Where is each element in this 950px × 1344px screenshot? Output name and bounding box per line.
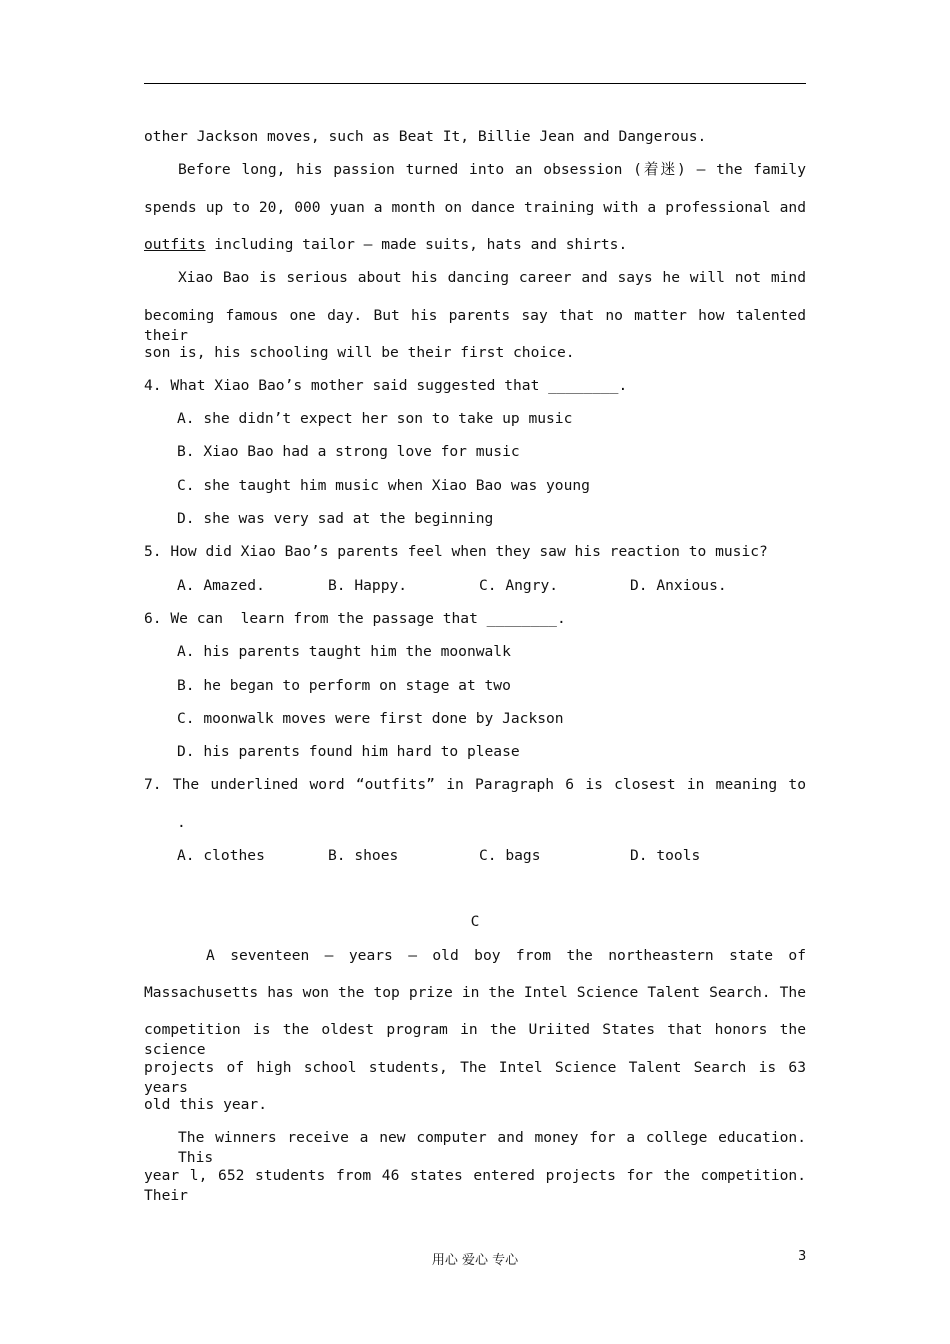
question-5-option-b: B. Happy. — [328, 577, 408, 594]
question-5-option-d: D. Anxious. — [630, 577, 727, 594]
paragraph-line — [144, 235, 806, 255]
question-7-option-b: B. shoes — [328, 847, 399, 864]
paragraph-line: The winners receive a new computer and money for a college education. This — [178, 1129, 806, 1166]
question-7-option-a: A. clothes — [177, 847, 265, 864]
question-7-stem: 7. The underlined word “outfits” in Paragraph 6 is closest in meaning to — [144, 776, 806, 793]
paragraph-line: year l, 652 students from 46 states entered projects for the competition. Their — [144, 1167, 806, 1204]
question-5-option-a: A. Amazed. — [177, 577, 265, 594]
paragraph-line: son is, his schooling will be their first choice. — [144, 344, 575, 361]
question-5-stem: 5. How did Xiao Bao’s parents feel when they saw his reaction to music? — [144, 543, 768, 560]
question-4-option-d: D. she was very sad at the beginning — [177, 510, 494, 527]
question-7-stem-end: . — [177, 814, 186, 831]
paragraph-line: projects of high school students, The Intel Science Talent Search is 63 years — [144, 1059, 806, 1096]
paragraph-line: spends up to 20, 000 yuan a month on dance training with a professional and — [144, 199, 806, 216]
paragraph-line: A seventeen – years – old boy from the northeastern state of — [206, 947, 806, 964]
question-5-option-c: C. Angry. — [479, 577, 559, 594]
question-6-option-b: B. he began to perform on stage at two — [177, 677, 511, 694]
paragraph-line: Xiao Bao is serious about his dancing career and says he will not mind — [178, 269, 806, 286]
section-heading: C — [470, 913, 480, 930]
page-footer: 用心 爱心 专心 — [431, 1253, 519, 1268]
underlined-word: outfits — [144, 236, 206, 253]
question-7-option-c: C. bags — [479, 847, 541, 864]
question-4-option-c: C. she taught him music when Xiao Bao was young — [177, 477, 590, 494]
question-7-option-d: D. tools — [630, 847, 701, 864]
question-4-option-a: A. she didn’t expect her son to take up music — [177, 410, 573, 427]
paragraph-line: becoming famous one day. But his parents say that no matter how talented their — [144, 307, 806, 344]
paragraph-text: including tailor – made suits, hats and shirts. — [205, 236, 628, 253]
question-4-stem: 4. What Xiao Bao’s mother said suggested that ________. — [144, 377, 628, 394]
paragraph-line: Before long, his passion turned into an obsession (着迷) – the family — [178, 161, 806, 178]
page-number: 3 — [798, 1249, 807, 1264]
question-7-options — [177, 846, 797, 866]
paragraph-line: competition is the oldest program in the Uriited States that honors the science — [144, 1021, 806, 1058]
question-6-option-d: D. his parents found him hard to please — [177, 743, 520, 760]
question-6-stem: 6. We can learn from the passage that ________. — [144, 610, 566, 627]
header-rule — [144, 83, 806, 84]
paragraph-line: Massachusetts has won the top prize in the Intel Science Talent Search. The — [144, 984, 806, 1001]
question-4-option-b: B. Xiao Bao had a strong love for music — [177, 443, 520, 460]
question-6-option-c: C. moonwalk moves were first done by Jackson — [177, 710, 564, 727]
paragraph-line: old this year. — [144, 1096, 268, 1113]
question-5-options — [177, 576, 797, 596]
paragraph-line: other Jackson moves, such as Beat It, Billie Jean and Dangerous. — [144, 128, 707, 145]
question-6-option-a: A. his parents taught him the moonwalk — [177, 643, 511, 660]
